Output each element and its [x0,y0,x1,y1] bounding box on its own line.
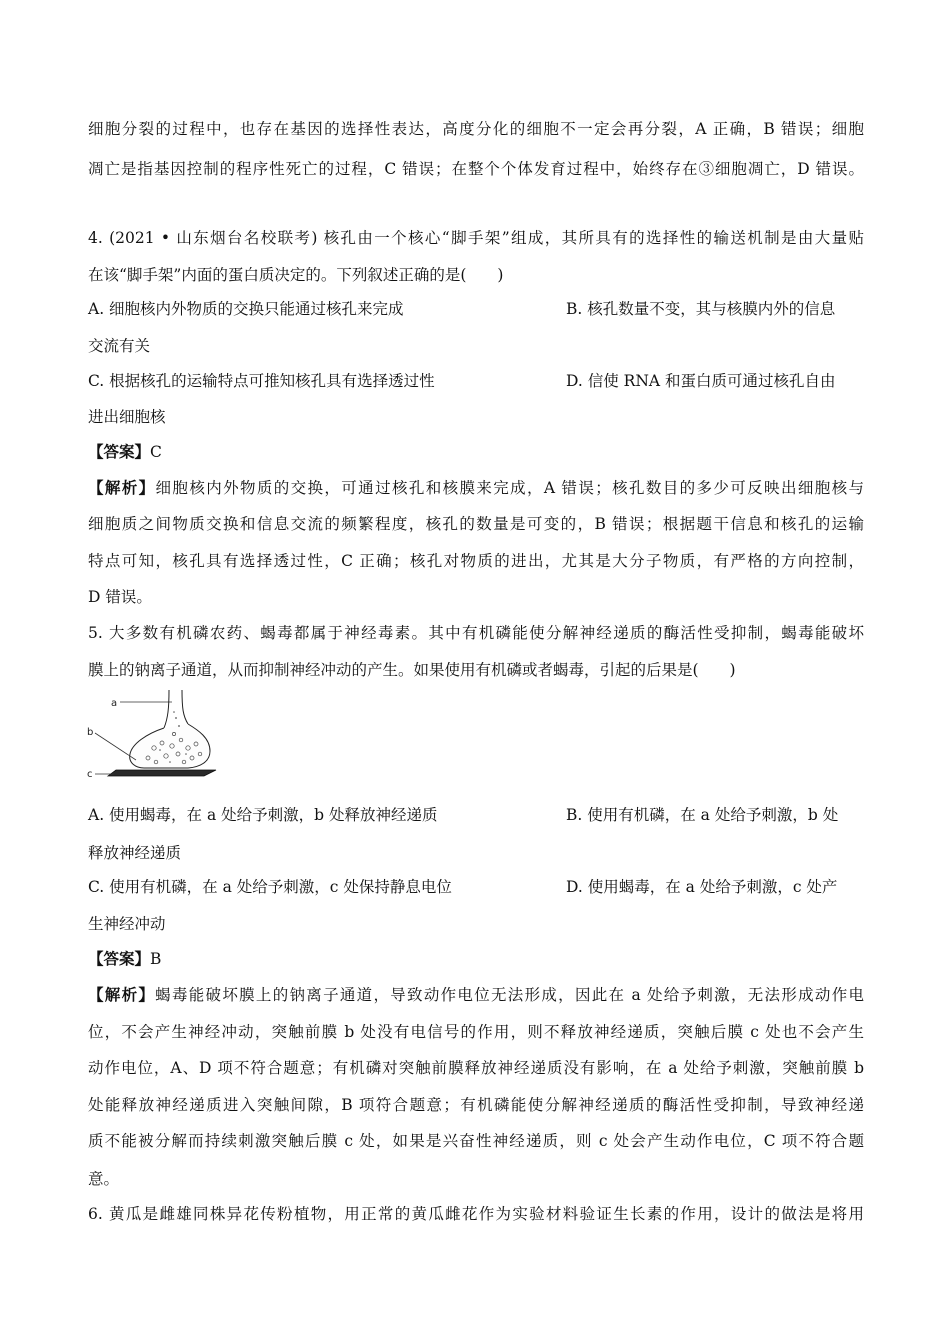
q4-analysis-label: 【解析】 [88,478,156,497]
q5-option-d: D. 使用蝎毒，在 a 处给予刺激，c 处产 [566,878,838,896]
q5-analysis-line-3: 动作电位，A、D 项不符合题意；有机磷对突触前膜释放神经递质没有影响，在 a 处给予刺激，突触前膜 b [88,1059,864,1077]
q4-answer-value: C [150,443,162,461]
q4-stem-line-2: 在该“脚手架”内面的蛋白质决定的。下列叙述正确的是( ) [88,266,504,284]
axon-right-edge [182,690,188,724]
q6-stem-line-1: 6. 黄瓜是雌雄同株异花传粉植物，用正常的黄瓜雌花作为实验材料验证生长素的作用，设计的做法是将用 [88,1205,864,1223]
q5-stem-line-1: 5. 大多数有机磷农药、蝎毒都属于神经毒素。其中有机磷能使分解神经递质的酶活性受抑制，蝎毒能破坏 [88,624,864,642]
q5-option-a: A. 使用蝎毒，在 a 处给予刺激，b 处释放神经递质 [88,806,438,824]
q4-analysis-text-1: 细胞核内外物质的交换，可通过核孔和核膜来完成，A 错误；核孔数目的多少可反映出细胞核与 [155,479,864,497]
figure-label-c: c [87,769,93,780]
q4-option-a: A. 细胞核内外物质的交换只能通过核孔来完成 [88,300,404,318]
q5-analysis-label: 【解析】 [88,985,156,1004]
q4-answer-label: 【答案】 [88,442,151,461]
prev-analysis-line-2: 凋亡是指基因控制的程序性死亡的过程，C 错误；在整个个体发育过程中，始终存在③细胞凋亡，D 错误。 [88,160,864,178]
q5-analysis-line-4: 处能释放神经递质进入突触间隙，B 项符合题意；有机磷能使分解神经递质的酶活性受抑制，导致神经递 [88,1096,864,1114]
q5-answer-value: B [150,950,162,968]
q5-analysis-line-5: 质不能被分解而持续刺激突触后膜 c 处，如果是兴奋性神经递质，则 c 处会产生动作电位，C 项不符合题 [88,1132,864,1150]
q4-option-c: C. 根据核孔的运输特点可推知核孔具有选择透过性 [88,372,435,390]
q4-answer [88,441,864,463]
q4-analysis-line-2: 细胞质之间物质交换和信息交流的频繁程度，核孔的数量是可变的，B 错误；根据题干信息和核孔的运输 [88,515,864,533]
q5-option-b-continued: 释放神经递质 [88,844,182,862]
synapse-figure [84,688,224,782]
q5-answer [88,948,864,970]
axon-left-edge [164,690,169,728]
q4-analysis-line-4: D 错误。 [88,588,152,606]
figure-label-b: b [87,727,94,738]
q5-answer-label: 【答案】 [88,949,151,968]
q5-option-c: C. 使用有机磷，在 a 处给予刺激，c 处保持静息电位 [88,878,452,896]
q5-analysis-line-6: 意。 [88,1170,120,1188]
postsynaptic-membrane [108,770,216,776]
q4-option-d: D. 信使 RNA 和蛋白质可通过核孔自由 [566,372,836,390]
prev-analysis-line-1: 细胞分裂的过程中，也存在基因的选择性表达，高度分化的细胞不一定会再分裂，A 正确，B 错误；细胞 [88,120,864,138]
q4-analysis-line-1 [88,477,864,499]
q4-option-b: B. 核孔数量不变，其与核膜内外的信息 [566,300,836,318]
q4-analysis-line-3: 特点可知，核孔具有选择透过性，C 正确；核孔对物质的进出，尤其是大分子物质，有严格的方向控制， [88,552,864,570]
q5-option-b: B. 使用有机磷，在 a 处给予刺激，b 处 [566,806,839,824]
q4-option-b-continued: 交流有关 [88,337,151,355]
q5-analysis-line-1 [88,984,864,1006]
q5-stem-line-2: 膜上的钠离子通道，从而抑制神经冲动的产生。如果使用有机磷或者蝎毒，引起的后果是( ) [88,661,736,679]
q4-option-d-continued: 进出细胞核 [88,408,166,426]
figure-label-a: a [111,698,118,709]
q4-stem-line-1: 4. (2021 • 山东烟台名校联考) 核孔由一个核心“脚手架”组成，其所具有的选择性的输送机制是由大量贴 [88,229,864,247]
q5-analysis-line-2: 位，不会产生神经冲动，突触前膜 b 处没有电信号的作用，则不释放神经递质，突触后膜 c 处也不会产生 [88,1023,864,1041]
q5-analysis-text-1: 蝎毒能破坏膜上的钠离子通道，导致动作电位无法形成，因此在 a 处给予刺激，无法形成动作电 [155,986,864,1004]
label-b-pointer [95,733,136,760]
q5-option-d-continued: 生神经冲动 [88,915,166,933]
